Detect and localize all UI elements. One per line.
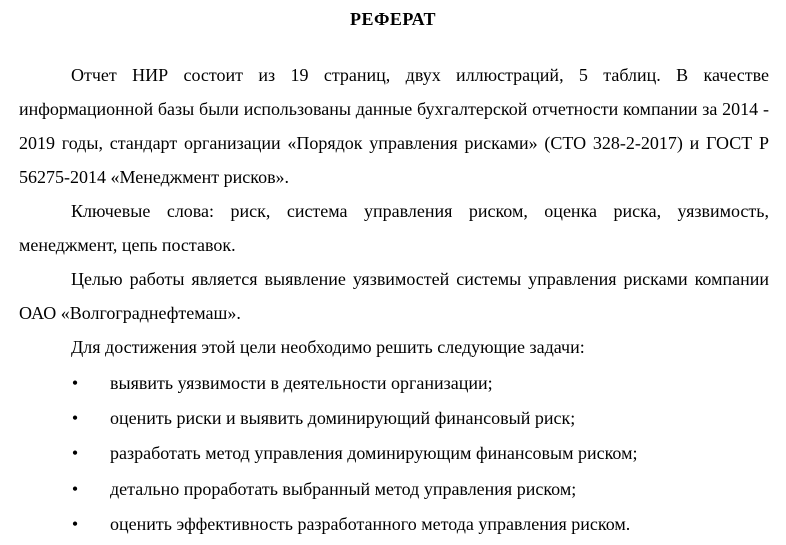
list-item-text: оценить риски и выявить доминирующий финансовый риск; (110, 408, 576, 429)
bullet-icon: • (71, 408, 79, 429)
paragraph-report-summary: Отчет НИР состоит из 19 страниц, двух иллюстраций, 5 таблиц. В качестве информационной базы были использованы данные бухгалтерской отчетности компании за 2014 - 2019 годы, стандарт организации «Порядок управления рисками» (СТО 328-2-2017) и ГОСТ Р 56275-2014 «Менеджмент рисков». (19, 65, 769, 187)
bullet-icon: • (71, 478, 79, 499)
paragraph-goal: Целью работы является выявление уязвимостей системы управления рисками компании ОАО «Волгограднефтемаш». (19, 269, 769, 323)
list-item-text: оценить эффективность разработанного метода управления риском. (110, 513, 631, 534)
list-item (0, 401, 786, 436)
list-item (0, 436, 786, 471)
list-item-text: разработать метод управления доминирующим финансовым риском; (110, 443, 638, 464)
paragraph-keywords: Ключевые слова: риск, система управления риском, оценка риска, уязвимость, менеджмент, цепь поставок. (19, 201, 769, 255)
bullet-icon: • (71, 513, 79, 534)
list-item (0, 366, 786, 401)
bullet-icon: • (71, 373, 79, 393)
list-item-text: выявить уязвимости в деятельности организации; (110, 373, 493, 393)
list-item-text: детально проработать выбранный метод управления риском; (110, 478, 577, 499)
list-item (0, 507, 786, 542)
list-item (0, 472, 786, 507)
document-title: РЕФЕРАТ (349, 9, 437, 29)
paragraph-tasks-intro: Для достижения этой цели необходимо решить следующие задачи: (71, 337, 585, 357)
tasks-list (0, 366, 786, 542)
bullet-icon: • (71, 443, 79, 464)
